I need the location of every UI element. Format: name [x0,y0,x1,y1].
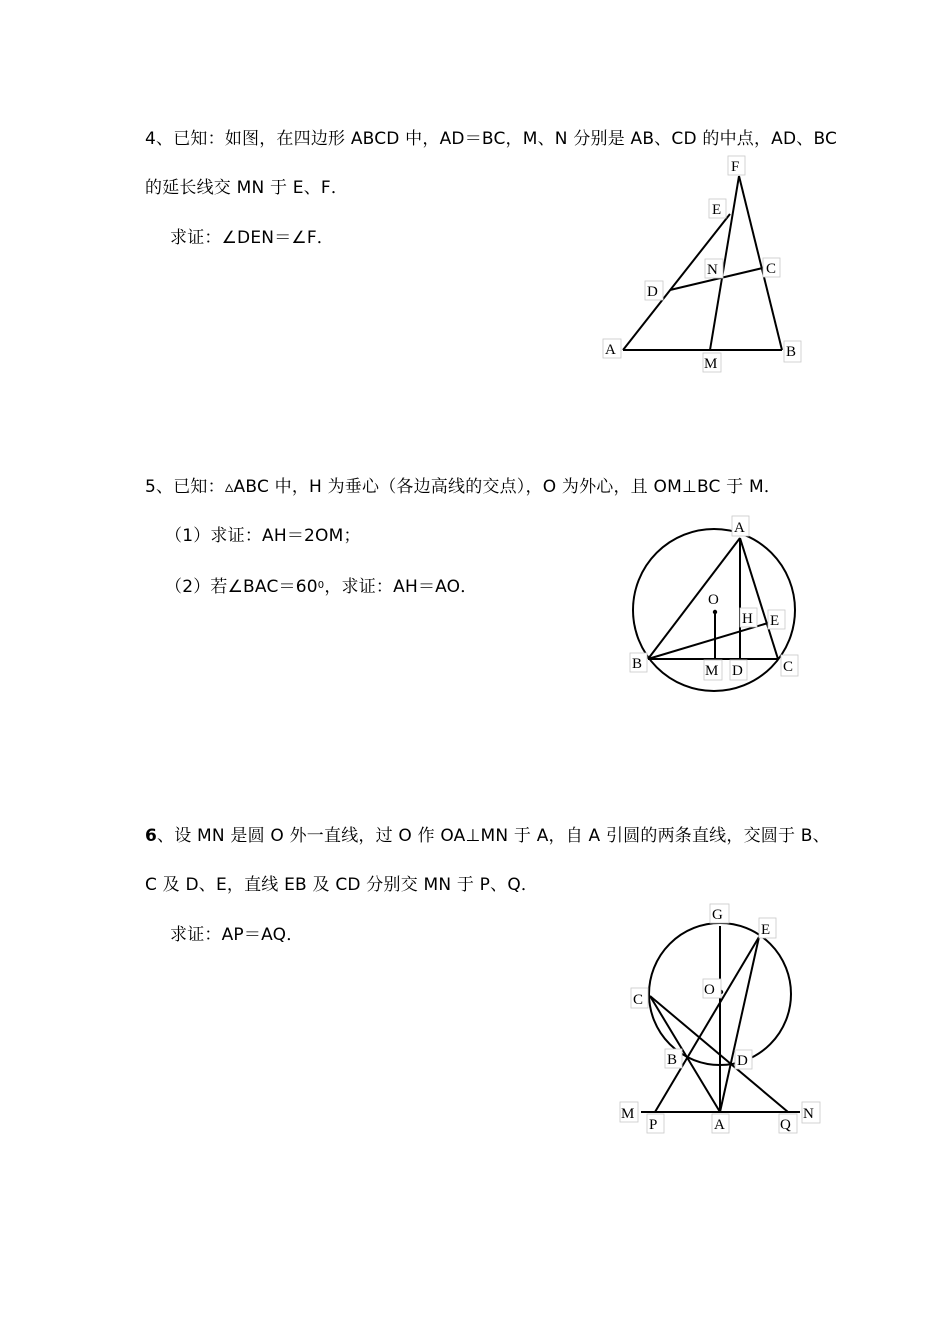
label-A: A [605,342,616,358]
label-O: O [708,592,719,608]
problem-4-line-3: 求证：∠DEN＝∠F． [170,228,335,248]
label-C: C [783,659,794,675]
problem-4-line-2: 的延长线交 MN 于 E、F． [145,178,349,198]
label-P: P [649,1117,658,1133]
label-F: F [731,159,740,175]
label-E: E [770,613,780,629]
label-Q: Q [780,1117,791,1133]
problem-6-line-3: 求证：AP＝AQ． [170,925,304,945]
problem-6-line-2: C 及 D、E，直线 EB 及 CD 分别交 MN 于 P、Q． [145,875,539,895]
problem-5-line-3-b: ，求证：AH＝AO． [324,577,478,597]
label-E: E [712,202,722,218]
degree-superscript: 0 [317,580,325,591]
problem-6-number: 6 [145,826,158,846]
label-C: C [633,992,644,1008]
label-A: A [714,1117,725,1133]
label-G: G [712,907,723,923]
label-B: B [786,344,797,360]
label-M: M [621,1106,635,1122]
label-D: D [737,1053,748,1069]
label-N: N [707,262,718,278]
label-M: M [705,663,719,679]
problem-5-line-3-a: （2）若∠BAC＝60 [165,577,318,597]
label-A: A [734,520,745,536]
label-H: H [742,611,753,627]
problem-5-line-2: （1）求证：AH＝2OM； [165,526,361,546]
label-B: B [667,1052,678,1068]
label-B: B [632,656,643,672]
label-D: D [647,284,658,300]
problem-6-line-1-text: 、设 MN 是圆 O 外一直线，过 O 作 OA⊥MN 于 A，自 A 引圆的两条直线，交圆于 B、 [157,826,830,846]
label-N: N [803,1106,814,1122]
label-O: O [704,982,715,998]
label-C: C [766,261,777,277]
label-D: D [732,663,743,679]
label-M: M [704,356,718,372]
problem-5-line-1: 5、已知：▵ABC 中，H 为垂心（各边高线的交点），O 为外心，且 OM⊥BC 于 M． [145,477,782,497]
problem-4-line-1: 4、已知：如图，在四边形 ABCD 中，AD＝BC，M、N 分别是 AB、CD 的中点，AD、BC [145,129,838,149]
label-E: E [761,922,771,938]
